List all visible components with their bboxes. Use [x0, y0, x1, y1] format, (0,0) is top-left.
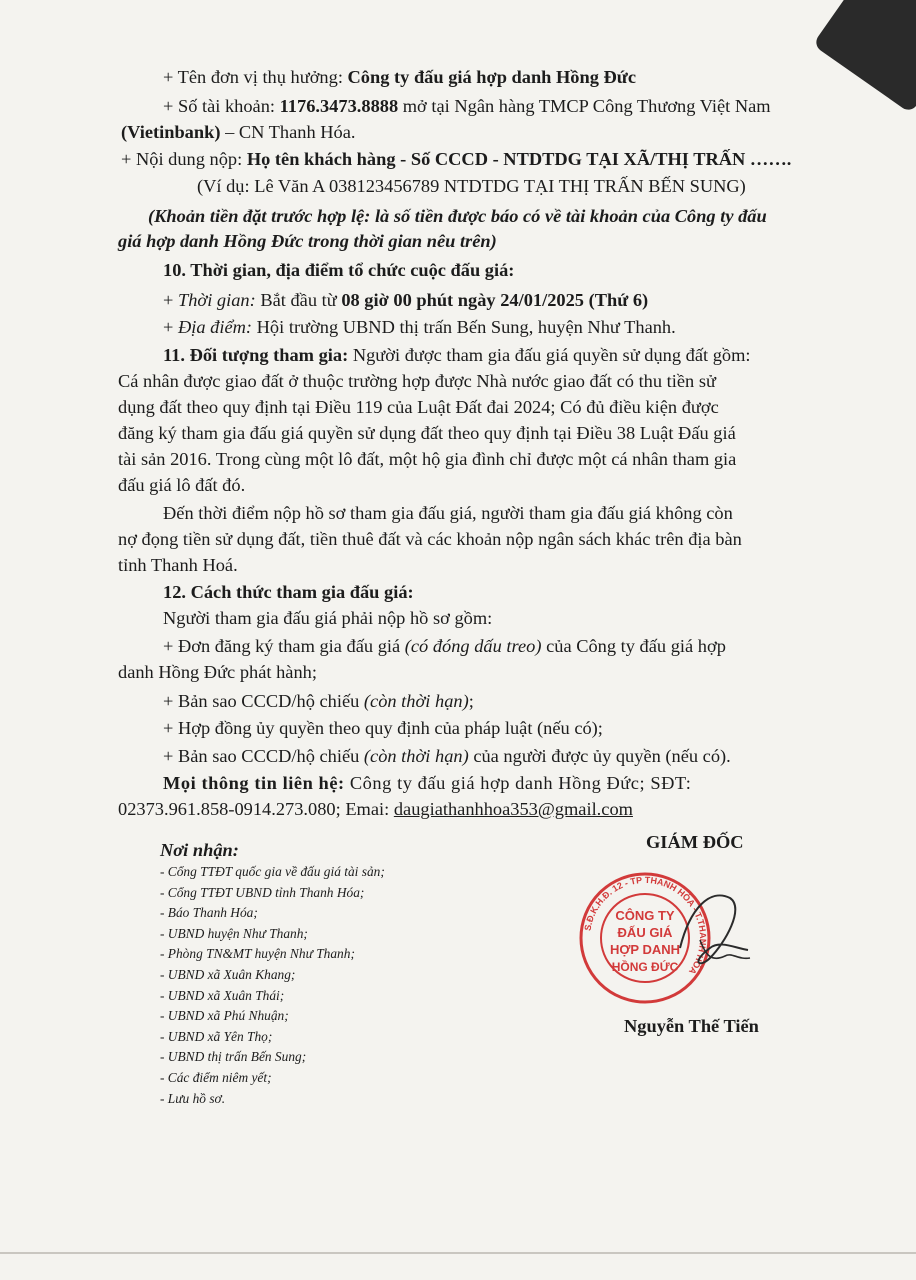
- stamp-line3: HỢP DANH: [609, 942, 681, 957]
- stamp-ring-text: S.Đ.K.H.Đ. 12 - TP THANH HÓA - T.THANH HÓA: [582, 874, 709, 977]
- deposit-note-line1: (Khoản tiền đặt trước hợp lệ: là số tiền được báo có về tài khoản của Công ty đấu: [148, 206, 767, 226]
- stamp-line1: CÔNG TY: [615, 908, 675, 923]
- section-11-line2: Cá nhân được giao đất ở thuộc trường hợp được Nhà nước giao đất có thu tiền sử: [118, 371, 716, 391]
- payment-example: (Ví dụ: Lê Văn A 038123456789 NTDTDG TẠI THỊ TRẤN BẾN SUNG): [197, 176, 746, 196]
- section-12-item3: + Hợp đồng ủy quyền theo quy định của pháp luật (nếu có);: [163, 718, 603, 738]
- account-line: + Số tài khoản: 1176.3473.8888 mở tại Ngân hàng TMCP Công Thương Việt Nam: [163, 96, 771, 116]
- recipient-item: - UBND xã Xuân Khang;: [160, 966, 296, 982]
- recipient-item: - Các điểm niêm yết;: [160, 1069, 272, 1085]
- director-title: GIÁM ĐỐC: [646, 832, 744, 852]
- contact-line1: Mọi thông tin liên hệ: Công ty đấu giá hợp danh Hồng Đức; SĐT:: [163, 773, 692, 793]
- recipient-item: - Báo Thanh Hóa;: [160, 905, 258, 921]
- section-11-heading: 11. Đối tượng tham gia: Người được tham gia đấu giá quyền sử dụng đất gồm:: [163, 345, 751, 365]
- section-11-line5: tài sản 2016. Trong cùng một lô đất, một hộ gia đình chỉ được một cá nhân tham gia: [118, 449, 737, 469]
- beneficiary-name: Công ty đấu giá hợp danh Hồng Đức: [347, 67, 637, 87]
- recipient-item: - UBND xã Phú Nhuận;: [160, 1008, 289, 1024]
- section-12-heading: 12. Cách thức tham gia đấu giá:: [163, 582, 414, 602]
- recipient-item: - Lưu hồ sơ.: [160, 1090, 226, 1106]
- stamp-line4: HỒNG ĐỨC: [611, 960, 679, 974]
- beneficiary-line: + Tên đơn vị thụ hưởng: Công ty đấu giá hợp danh Hồng Đức: [163, 67, 637, 87]
- deposit-note-line2: giá hợp danh Hồng Đức trong thời gian nêu trên): [118, 231, 497, 251]
- section-11-para2-line2: nợ đọng tiền sử dụng đất, tiền thuê đất và các khoản nộp ngân sách khác trên địa bàn: [118, 529, 742, 549]
- section-11-para2-line1: Đến thời điểm nộp hồ sơ tham gia đấu giá, người tham gia đấu giá không còn: [163, 503, 733, 523]
- director-name: Nguyễn Thế Tiến: [624, 1016, 759, 1036]
- recipients-items: [160, 862, 385, 1109]
- contact-email-link[interactable]: daugiathanhhoa353@gmail.com: [393, 799, 633, 819]
- recipient-item: - UBND xã Yên Thọ;: [160, 1028, 273, 1044]
- section-12-item2: + Bản sao CCCD/hộ chiếu (còn thời hạn);: [163, 691, 474, 711]
- section-12-item1-cont: danh Hồng Đức phát hành;: [118, 662, 317, 682]
- section-11-para2-line3: tỉnh Thanh Hoá.: [118, 555, 238, 575]
- stamp-line2: ĐẤU GIÁ: [617, 925, 673, 940]
- recipient-item: - Cổng TTĐT quốc gia về đấu giá tài sản;: [160, 864, 385, 879]
- recipient-item: - Cổng TTĐT UBND tỉnh Thanh Hóa;: [160, 884, 365, 900]
- recipient-item: - UBND thị trấn Bến Sung;: [160, 1049, 307, 1065]
- section-11-line4: đăng ký tham gia đấu giá quyền sử dụng đất theo quy định tại Điều 38 Luật Đấu giá: [118, 423, 736, 443]
- auction-place-line: + Địa điểm: Hội trường UBND thị trấn Bến Sung, huyện Như Thanh.: [163, 317, 676, 337]
- section-11-line6: đấu giá lô đất đó.: [118, 475, 246, 495]
- section-12-intro: Người tham gia đấu giá phải nộp hồ sơ gồm:: [163, 608, 493, 628]
- payment-content-line: + Nội dung nộp: Họ tên khách hàng - Số CCCD - NTDTDG TẠI XÃ/THỊ TRẤN …….: [121, 149, 792, 169]
- section-11-line3: dụng đất theo quy định tại Điều 119 của Luật Đất đai 2024; Có đủ điều kiện được: [118, 397, 719, 417]
- section-12-item4: + Bản sao CCCD/hộ chiếu (còn thời hạn) của người được ủy quyền (nếu có).: [163, 746, 731, 766]
- recipient-item: - UBND xã Xuân Thái;: [160, 987, 285, 1003]
- company-stamp: [560, 868, 760, 1018]
- scan-bottom-edge: [0, 1252, 916, 1254]
- contact-line2: 02373.961.858-0914.273.080; Emai: daugiathanhhoa353@gmail.com: [118, 799, 633, 819]
- section-10-heading: 10. Thời gian, địa điểm tổ chức cuộc đấu giá:: [163, 260, 515, 280]
- recipient-item: - Phòng TN&MT huyện Như Thanh;: [160, 946, 355, 962]
- recipients-title: Nơi nhận:: [160, 840, 239, 860]
- recipient-item: - UBND huyện Như Thanh;: [160, 925, 308, 941]
- account-number: 1176.3473.8888: [279, 96, 399, 116]
- recipients-list: [160, 838, 385, 1109]
- account-branch-line: (Vietinbank) – CN Thanh Hóa.: [121, 122, 356, 142]
- auction-time-line: + Thời gian: Bắt đầu từ 08 giờ 00 phút ngày 24/01/2025 (Thứ 6): [163, 290, 649, 310]
- section-12-item1: + Đơn đăng ký tham gia đấu giá (có đóng dấu treo) của Công ty đấu giá hợp: [163, 636, 726, 656]
